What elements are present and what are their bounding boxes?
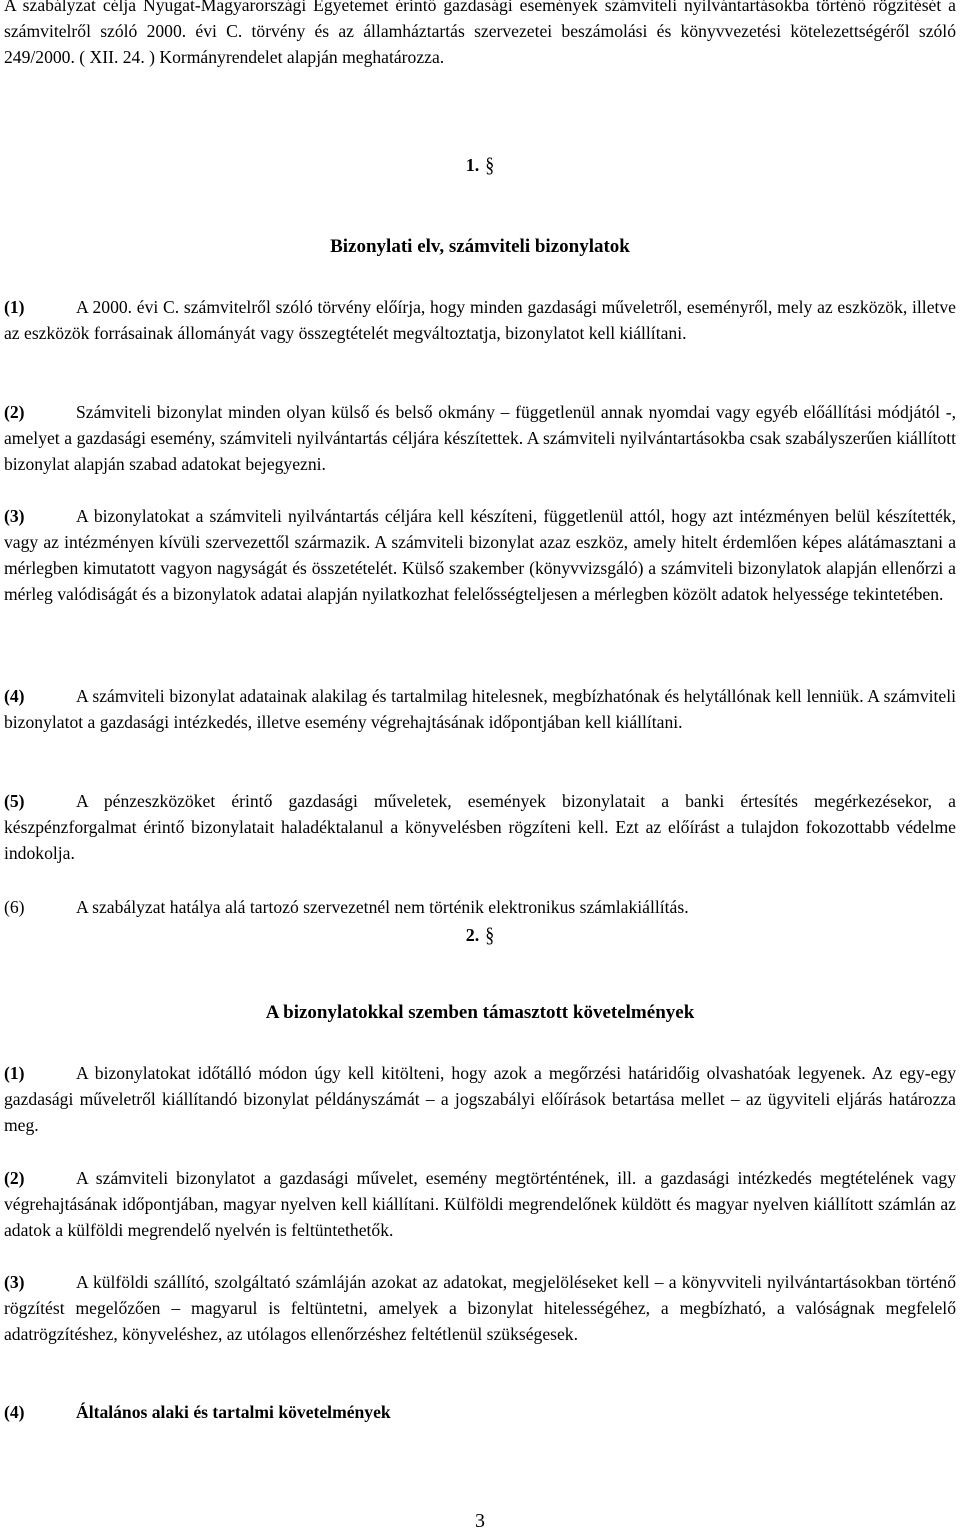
s1-paragraph-2: (2) Számviteli bizonylat minden olyan külső és belső okmány – függetlenül annak nyomdai vagy egyéb előállítási módjától -, amelyet a gazdasági esemény, számviteli nyilvántartás céljára készítettek. A számviteli nyilvántartásokba csak szabályszerűen kiállított bizonylat alapján szabad adatokat bejegyezni. [4, 399, 956, 477]
s1-paragraph-5: (5) A pénzeszközöket érintő gazdasági műveletek, események bizonylatait a banki értesítés megérkezésekor, a készpénzforgalmat érintő bizonylatait haladéktalanul a könyvelésben rögzíteni kell. Ezt az előírást a tulajdon fokozottabb védelme indokolja. [4, 788, 956, 866]
section-1-number: 1. § [465, 153, 495, 177]
s1-paragraph-3: (3) A bizonylatokat a számviteli nyilvántartás céljára kell készíteni, függetlenül attól, hogy azt intézményen belül készítették, vagy az intézményen kívüli szervezettől származik. A számviteli bizonylat azaz eszköz, amely hitelt érdemlően képes alátámasztani a mérlegben kimutatott vagyon nagyságát és összetételét. Külső szakember (könyvvizsgáló) a számviteli bizonylatok alapján ellenőrzi a mérleg valódiságát és a bizonylatok adatai alapján nyilatkozhat felelősségteljesen a mérlegben közölt adatok helyessége tekintetében. [4, 503, 956, 607]
s2-paragraph-3: (3) A külföldi szállító, szolgáltató számláján azokat az adatokat, megjelöléseket kell – a könyvviteli nyilvántartásokban történő rögzítést megelőzően – magyarul is feltüntetni, amelyek a bizonylat hitelességéhez, a megbízható, a valóságnak megfelelő adatrögzítéshez, könyveléshez, az utólagos ellenőrzéshez feltétlenül szükségesek. [4, 1269, 956, 1347]
paragraph-number: (4) [4, 1402, 25, 1422]
section-2-title: A bizonylatokkal szemben támasztott követelmények [265, 1002, 695, 1023]
section-1-title: Bizonylati elv, számviteli bizonylatok [330, 236, 630, 257]
s2-paragraph-1: (1) A bizonylatokat időtálló módon úgy kell kitölteni, hogy azok a megőrzési határidőig olvashatóak legyenek. Az egy-egy gazdasági műveletről kiállítandó bizonylat példányszámát – a jogszabályi előírások betartása mellet – az ügyviteli eljárás határozza meg. [4, 1060, 956, 1138]
s1-paragraph-1: (1) A 2000. évi C. számvitelről szóló törvény előírja, hogy minden gazdasági műveletről, eseményről, mely az eszközök, illetve az eszközök forrásainak állományát vagy összegtételét megváltoztatja, bizonylatot kell kiállítani. [4, 294, 956, 346]
page-number: 3 [475, 1510, 485, 1532]
paragraph-number: (4) [4, 686, 25, 706]
paragraph-number: (1) [4, 297, 25, 317]
intro-paragraph: A szabályzat célja Nyugat-Magyarországi Egyetemet érintő gazdasági események számviteli nyilvántartásokba történő rögzítését a számvitelről szóló 2000. évi C. törvény és az államháztartás szervezetei beszámolási és könyvvezetési kötelezettségéről szóló 249/2000. ( XII. 24. ) Kormányrendelet alapján meghatározza. [4, 0, 956, 67]
s2-paragraph-4-heading: (4) Általános alaki és tartalmi követelmények [4, 1399, 956, 1425]
paragraph-number: (3) [4, 1272, 25, 1292]
paragraph-number: (5) [4, 791, 25, 811]
s1-paragraph-4: (4) A számviteli bizonylat adatainak alakilag és tartalmilag hitelesnek, megbízhatónak és helytállónak kell lenniük. A számviteli bizonylatot a gazdasági intézkedés, illetve esemény végrehajtásának időpontjában kell kiállítani. [4, 683, 956, 735]
s2-paragraph-2: (2) A számviteli bizonylatot a gazdasági művelet, esemény megtörténtének, ill. a gazdasági intézkedés megtételének vagy végrehajtásának időpontjában, magyar nyelven kell kiállítani. Külföldi megrendelőnek küldött és magyar nyelven kiállított számlán az adatok a külföldi megrendelő nyelvén is feltüntethetők. [4, 1165, 956, 1243]
paragraph-number: (1) [4, 1063, 25, 1083]
paragraph-number: (2) [4, 1168, 25, 1188]
section-2-number: 2. § [465, 923, 495, 947]
s1-paragraph-6: (6) A szabályzat hatálya alá tartozó szervezetnél nem történik elektronikus számlakiállítás. [4, 894, 956, 920]
paragraph-number: (6) [4, 897, 25, 917]
paragraph-number: (2) [4, 402, 25, 422]
paragraph-number: (3) [4, 506, 25, 526]
